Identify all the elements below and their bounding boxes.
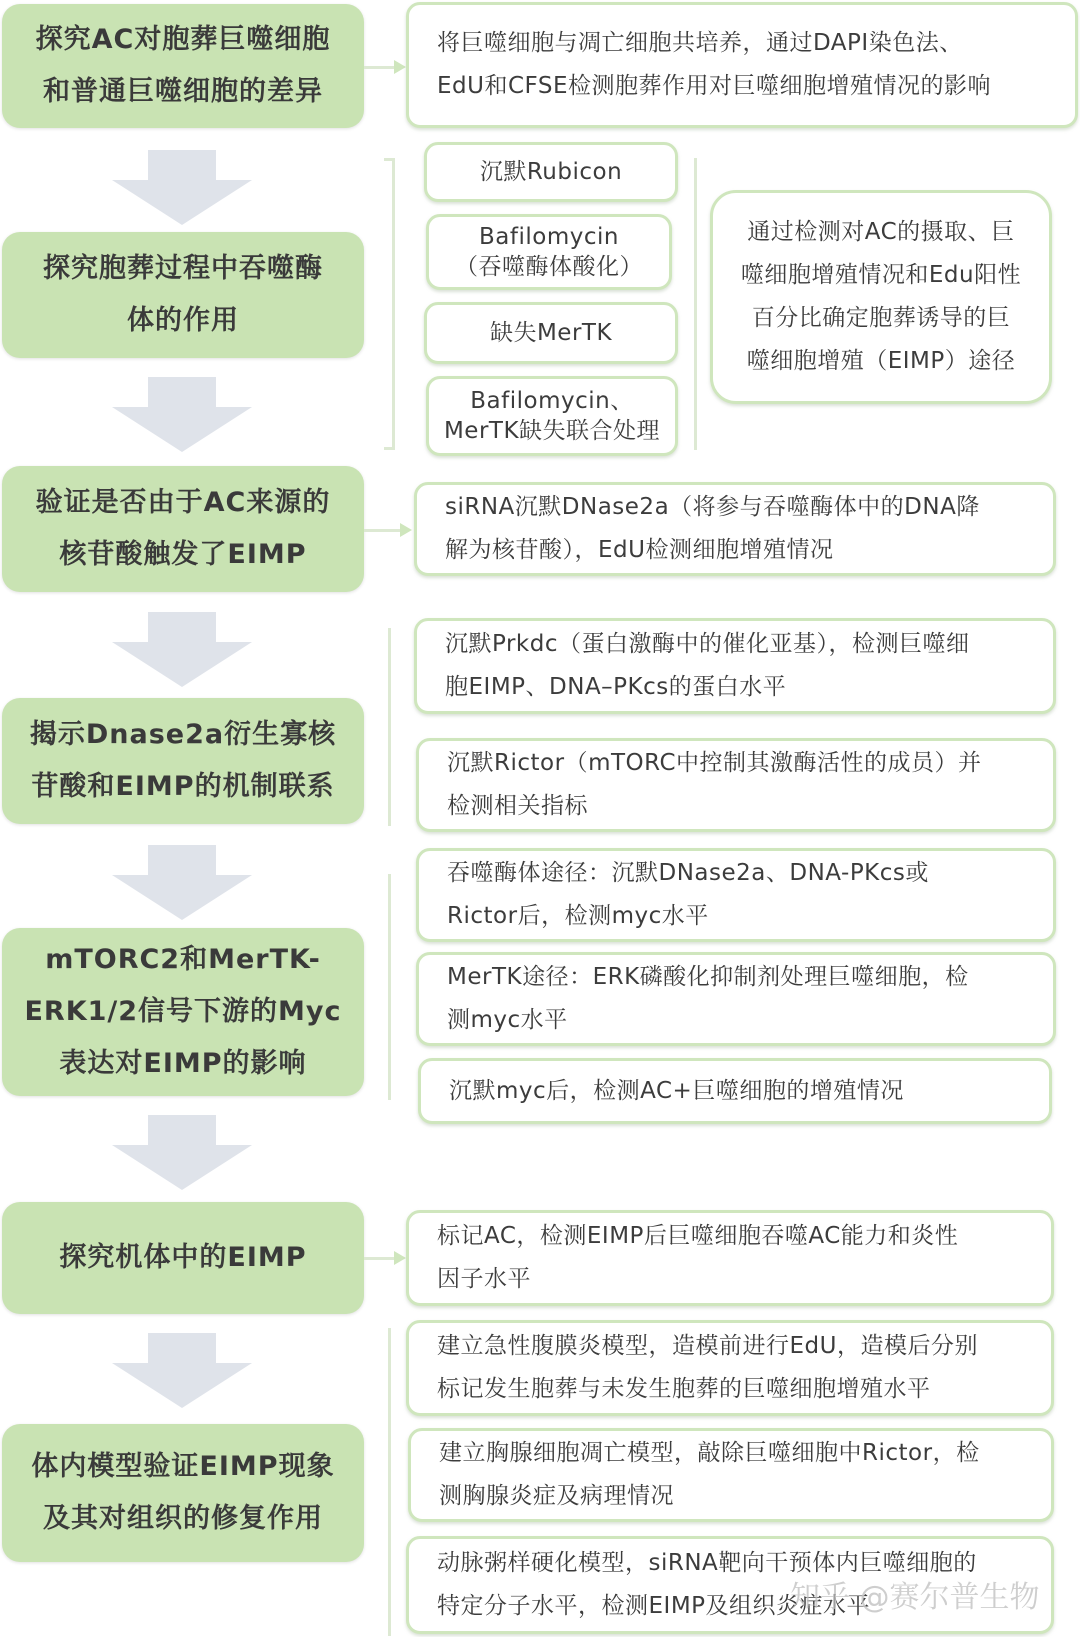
step-4-detail-prkdc-line-2: 胞EIMP、DNA–PKcs的蛋白水平 xyxy=(445,674,787,700)
bracket-step-2-left xyxy=(392,158,395,450)
bracket-step-5 xyxy=(388,874,391,1100)
step-1 xyxy=(2,4,364,128)
step-1-line-2: 和普通巨噬细胞的差异 xyxy=(43,76,323,107)
treatment-bafilomycin xyxy=(426,214,672,290)
treatment-combined xyxy=(426,376,678,456)
step-5-line-3: 表达对EIMP的影响 xyxy=(59,1048,307,1079)
step-4-detail-rictor-line-1: 沉默Rictor（mTORC中控制其激酶活性的成员）并 xyxy=(447,750,982,776)
down-arrow-5 xyxy=(112,1115,252,1190)
step-2-summary xyxy=(710,190,1052,404)
treatment-combined-line-1: Bafilomycin、 xyxy=(470,388,634,414)
step-5-detail-mertk-line-2: 测myc水平 xyxy=(447,1007,568,1033)
step-2-summary-line-4: 噬细胞增殖（EIMP）途径 xyxy=(746,348,1016,374)
connector-arrow-step-3 xyxy=(400,523,412,537)
down-arrow-2 xyxy=(112,377,252,452)
step-5-detail-phagolysosome xyxy=(416,848,1056,942)
step-2-line-2: 体的作用 xyxy=(127,305,239,336)
step-2-summary-line-2: 噬细胞增殖情况和Edu阳性 xyxy=(740,262,1022,288)
watermark: 知乎 @赛尔普生物 xyxy=(790,1580,1040,1615)
step-3-detail-line-1: siRNA沉默DNase2a（将参与吞噬酶体中的DNA降 xyxy=(445,494,980,520)
step-2-summary-line-3: 百分比确定胞葬诱导的巨 xyxy=(751,305,1011,331)
treatment-mertk-deletion xyxy=(424,302,678,364)
step-5-detail-myc-line-1: 沉默myc后，检测AC+巨噬细胞的增殖情况 xyxy=(449,1077,904,1104)
step-5-detail-mertk-line-1: MerTK途径：ERK磷酸化抑制剂处理巨噬细胞，检 xyxy=(447,964,969,990)
step-3 xyxy=(2,466,364,592)
step-7-detail-peritonitis-line-1: 建立急性腹膜炎模型，造模前进行EdU，造模后分别 xyxy=(437,1333,978,1359)
step-4-detail-prkdc-line-1: 沉默Prkdc（蛋白激酶中的催化亚基），检测巨噬细 xyxy=(445,631,970,657)
bracket-step-2-left-bottom xyxy=(384,447,395,450)
down-arrow-3 xyxy=(112,612,252,687)
step-7-detail-thymus-line-1: 建立胸腺细胞凋亡模型，敲除巨噬细胞中Rictor，检 xyxy=(439,1440,980,1466)
step-4-detail-prkdc xyxy=(414,618,1056,714)
step-5-detail-myc xyxy=(418,1058,1052,1124)
treatment-bafilomycin-line-2: （吞噬酶体酸化） xyxy=(455,254,643,280)
step-6-detail-line-1: 标记AC，检测EIMP后巨噬细胞吞噬AC能力和炎性 xyxy=(437,1223,959,1249)
step-6-detail-line-2: 因子水平 xyxy=(437,1266,531,1292)
step-5-detail-mertk xyxy=(416,952,1056,1046)
step-6-line-1: 探究机体中的EIMP xyxy=(59,1242,307,1273)
step-1-detail-line-2: EdU和CFSE检测胞葬作用对巨噬细胞增殖情况的影响 xyxy=(437,73,991,99)
step-2-summary-line-1: 通过检测对AC的摄取、巨 xyxy=(747,219,1015,245)
treatment-combined-line-2: MerTK缺失联合处理 xyxy=(443,418,661,444)
connector-arrow-step-1 xyxy=(394,60,406,74)
bracket-step-2-left-top xyxy=(384,158,395,161)
treatment-bafilomycin-line-1: Bafilomycin xyxy=(479,224,619,250)
step-5 xyxy=(2,928,364,1096)
step-3-detail-line-2: 解为核苷酸），EdU检测细胞增殖情况 xyxy=(445,537,834,563)
connector-step-3 xyxy=(364,529,400,532)
treatment-mertk-deletion-label: 缺失MerTK xyxy=(489,320,613,346)
bracket-step-7 xyxy=(388,1328,391,1636)
step-4-detail-rictor xyxy=(416,738,1056,832)
connector-step-1 xyxy=(364,66,394,69)
connector-arrow-step-6 xyxy=(394,1251,406,1265)
step-7-line-2: 及其对组织的修复作用 xyxy=(43,1503,323,1534)
connector-step-6 xyxy=(364,1257,394,1260)
step-7-detail-atherosclerosis-line-1: 动脉粥样硬化模型，siRNA靶向干预体内巨噬细胞的 xyxy=(437,1550,977,1576)
step-6 xyxy=(2,1202,364,1314)
step-3-line-1: 验证是否由于AC来源的 xyxy=(35,487,331,518)
step-1-detail xyxy=(406,2,1078,128)
step-7-detail-atherosclerosis-line-2: 特定分子水平，检测EIMP及组织炎症水平 xyxy=(437,1593,871,1619)
step-7-detail-peritonitis xyxy=(406,1320,1054,1416)
bracket-step-4 xyxy=(388,628,391,826)
step-3-line-2: 核苷酸触发了EIMP xyxy=(59,539,307,570)
step-5-line-2: ERK1/2信号下游的Myc xyxy=(24,996,342,1027)
down-arrow-6 xyxy=(112,1333,252,1408)
step-4-line-2: 苷酸和EIMP的机制联系 xyxy=(31,771,335,802)
step-7-detail-peritonitis-line-2: 标记发生胞葬与未发生胞葬的巨噬细胞增殖水平 xyxy=(437,1376,931,1402)
step-7-line-1: 体内模型验证EIMP现象 xyxy=(31,1451,335,1482)
step-7-detail-thymus-line-2: 测胸腺炎症及病理情况 xyxy=(439,1483,674,1509)
bracket-step-2-right xyxy=(694,158,697,450)
step-5-detail-phagolysosome-line-2: Rictor后，检测myc水平 xyxy=(447,903,709,929)
step-7 xyxy=(2,1424,364,1562)
step-4 xyxy=(2,698,364,824)
step-4-line-1: 揭示Dnase2a衍生寡核 xyxy=(29,719,337,750)
step-7-detail-thymus xyxy=(408,1428,1054,1522)
treatment-rubicon xyxy=(424,142,678,202)
step-5-line-1: mTORC2和MerTK- xyxy=(45,944,321,975)
down-arrow-4 xyxy=(112,845,252,920)
treatment-rubicon-label: 沉默Rubicon xyxy=(479,159,623,185)
step-5-detail-phagolysosome-line-1: 吞噬酶体途径：沉默DNase2a、DNA-PKcs或 xyxy=(447,860,929,886)
step-4-detail-rictor-line-2: 检测相关指标 xyxy=(447,793,588,819)
step-3-detail xyxy=(414,482,1056,576)
step-2 xyxy=(2,232,364,358)
step-2-line-1: 探究胞葬过程中吞噬酶 xyxy=(43,253,323,284)
down-arrow-1 xyxy=(112,150,252,225)
step-1-line-1: 探究AC对胞葬巨噬细胞 xyxy=(35,24,331,55)
step-6-detail xyxy=(406,1210,1054,1306)
step-1-detail-line-1: 将巨噬细胞与凋亡细胞共培养，通过DAPI染色法、 xyxy=(437,30,963,56)
